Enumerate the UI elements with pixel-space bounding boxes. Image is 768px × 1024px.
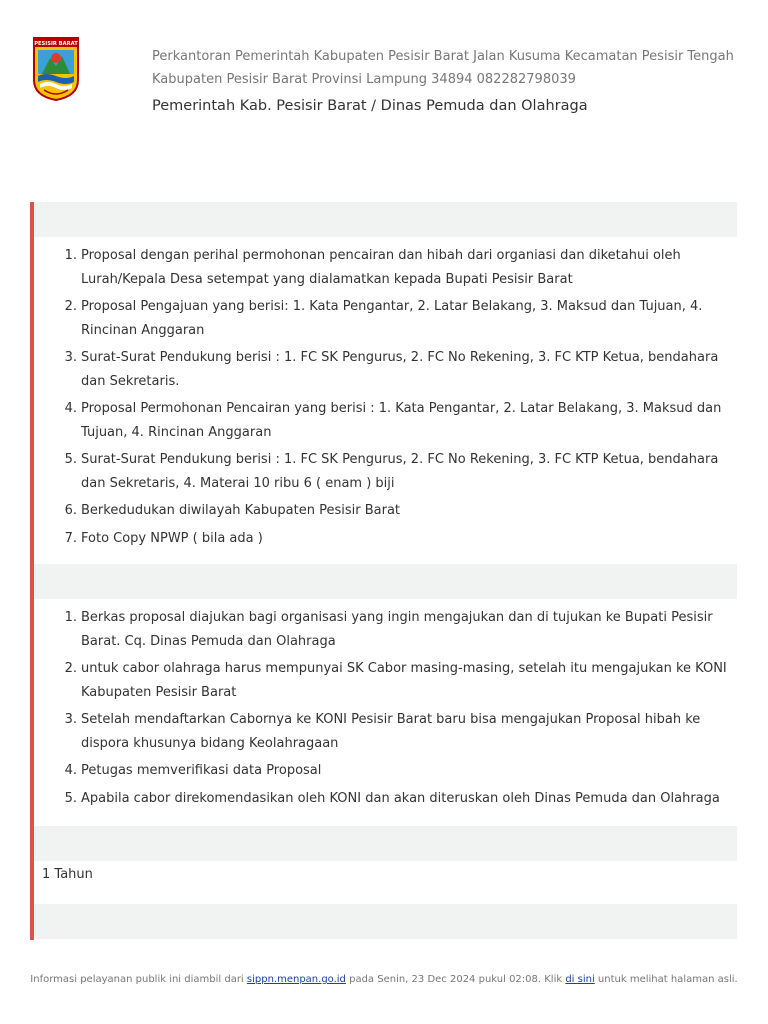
section-header-extra: [34, 904, 737, 939]
original-page-link[interactable]: di sini: [565, 974, 595, 985]
svg-text:PESISIR BARAT: PESISIR BARAT: [34, 41, 78, 47]
sippn-link[interactable]: sippn.menpan.go.id: [246, 974, 346, 985]
list-item: Proposal Permohonan Pencairan yang berisi : 1. Kata Pengantar, 2. Latar Belakang, 3. Maksud dan Tujuan, 4. Rincinan Anggaran: [81, 401, 722, 440]
list-item: Setelah mendaftarkan Cabornya ke KONI Pesisir Barat baru bisa mengajukan Proposal hibah ke dispora khusunya bidang Keolahragaan: [81, 712, 701, 751]
section-header-requirements: [34, 202, 737, 237]
section-header-duration: [34, 826, 737, 861]
requirements-list: [34, 244, 737, 554]
list-item: Surat-Surat Pendukung berisi : 1. FC SK Pengurus, 2. FC No Rekening, 3. FC KTP Ketua, bendahara dan Sekretaris, 4. Materai 10 ribu 6 ( enam ) biji: [81, 452, 719, 491]
footer-middle: pada Senin, 23 Dec 2024 pukul 02:08. Klik: [345, 974, 566, 985]
list-item: Foto Copy NPWP ( bila ada ): [81, 530, 263, 546]
service-info-panel: [30, 202, 737, 940]
footer-prefix: Informasi pelayanan publik ini diambil dari: [30, 974, 247, 985]
list-item: Petugas memverifikasi data Proposal: [81, 763, 322, 778]
list-item: Surat-Surat Pendukung berisi : 1. FC SK Pengurus, 2. FC No Rekening, 3. FC KTP Ketua, bendahara dan Sekretaris.: [81, 350, 719, 389]
section-header-procedure: [34, 564, 737, 599]
pesisir-barat-emblem-icon: [32, 36, 80, 102]
agency-name: Pemerintah Kab. Pesisir Barat / Dinas Pemuda dan Olahraga: [152, 98, 588, 114]
list-item: untuk cabor olahraga harus mempunyai SK Cabor masing-masing, setelah itu mengajukan ke KONI Kabupaten Pesisir Barat: [81, 661, 727, 700]
office-address: Perkantoran Pemerintah Kabupaten Pesisir Barat Jalan Kusuma Kecamatan Pesisir Tengah Kabupaten Pesisir Barat Provinsi Lampung 34894 082282798039: [152, 49, 734, 87]
list-item: Proposal Pengajuan yang berisi: 1. Kata Pengantar, 2. Latar Belakang, 3. Maksud dan Tujuan, 4. Rincinan Anggaran: [81, 299, 703, 338]
page-header: [0, 0, 768, 130]
list-item: Berkas proposal diajukan bagi organisasi yang ingin mengajukan dan di tujukan ke Bupati Pesisir Barat. Cq. Dinas Pemuda dan Olahraga: [81, 610, 713, 649]
duration-value: 1 Tahun: [42, 867, 93, 882]
procedure-list: [34, 606, 737, 814]
footer-suffix: untuk melihat halaman asli.: [594, 974, 738, 985]
list-item: Berkedudukan diwilayah Kabupaten Pesisir Barat: [81, 503, 401, 518]
source-footer: [0, 972, 768, 988]
list-item: Proposal dengan perihal permohonan pencairan dan hibah dari organiasi dan diketahui oleh Lurah/Kepala Desa setempat yang dialamatkan kepada Bupati Pesisir Barat: [81, 248, 681, 287]
list-item: Apabila cabor direkomendasikan oleh KONI dan akan diteruskan oleh Dinas Pemuda dan Olahraga: [81, 790, 720, 806]
